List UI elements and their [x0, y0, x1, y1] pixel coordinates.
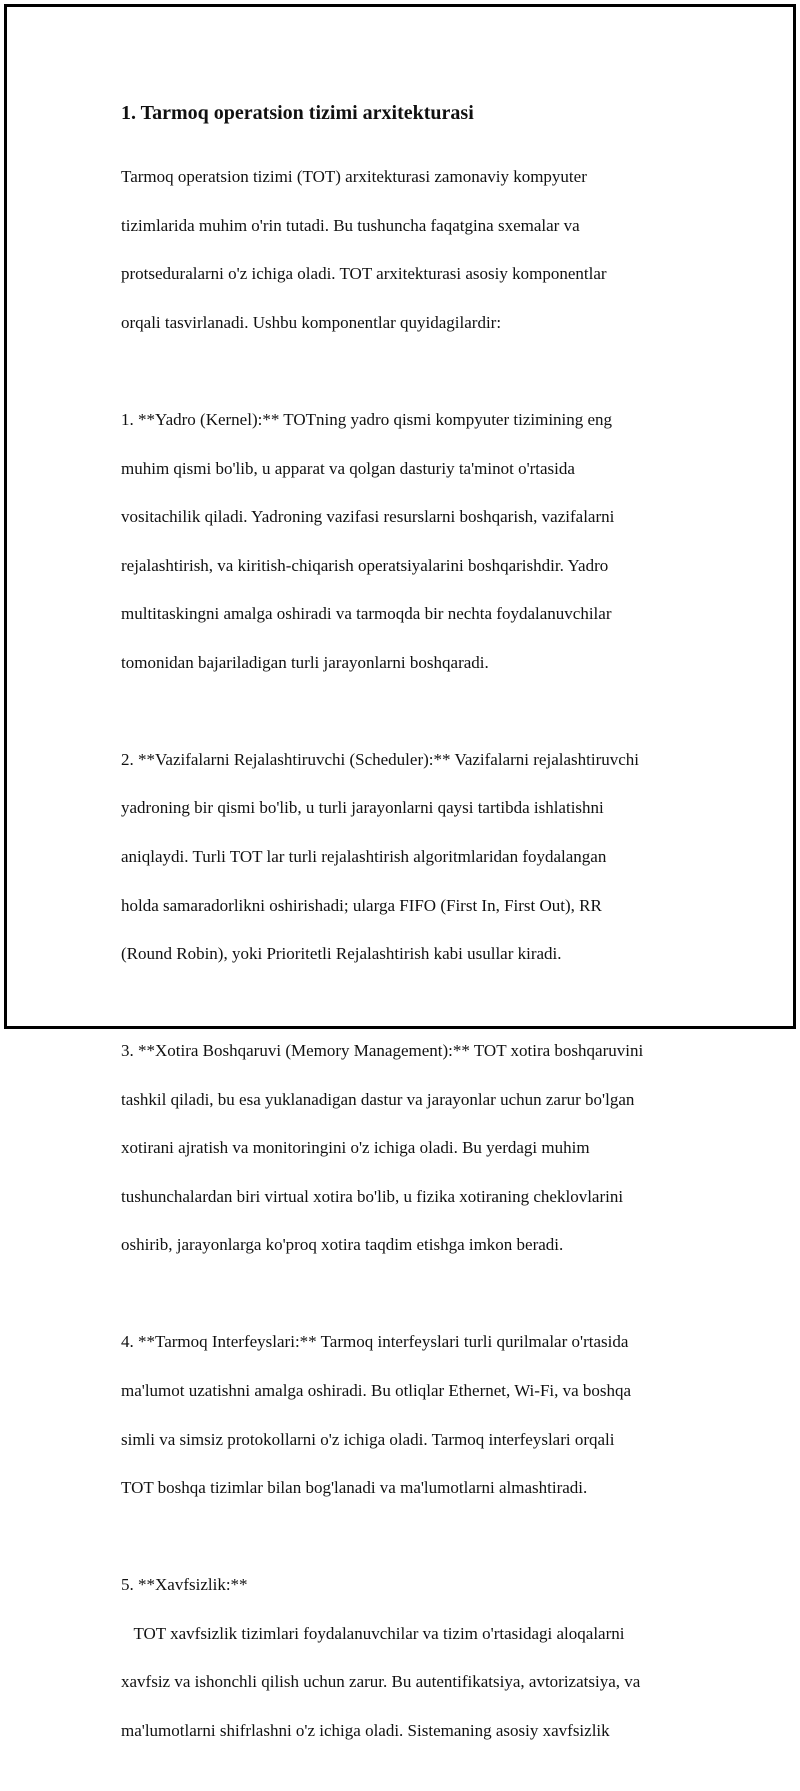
text-line: 2. **Vazifalarni Rejalashtiruvchi (Scheduler):** Vazifalarni rejalashtiruvchi	[121, 749, 639, 769]
text-line: TOT boshqa tizimlar bilan bog'lanadi va ma'lumotlarni almashtiradi.	[121, 1478, 588, 1498]
text-line: ma'lumot uzatishni amalga oshiradi. Bu otliqlar Ethernet, Wi-Fi, va boshqa	[121, 1380, 632, 1400]
text-line: Tarmoq operatsion tizimi (TOT) arxitekturasi zamonaviy kompyuter	[121, 167, 587, 187]
text-line: simli va simsiz protokollarni o'z ichiga oladi. Tarmoq interfeyslari orqali	[121, 1429, 615, 1449]
page-frame	[4, 4, 796, 1740]
text-line: aniqlaydi. Turli TOT lar turli rejalashtirish algoritmlaridan foydalangan	[121, 847, 607, 867]
text-line: holda samaradorlikni oshirishadi; ularga FIFO (First In, First Out), RR	[121, 895, 602, 915]
paragraph-scheduler	[121, 724, 711, 991]
text-line: tomonidan bajariladigan turli jarayonlarni boshqaradi.	[121, 652, 489, 672]
paragraph-kernel	[121, 384, 711, 700]
page-title: 1. Tarmoq operatsion tizimi arxitekturasi	[121, 102, 474, 124]
text-line: muhim qismi bo'lib, u apparat va qolgan dasturiy ta'minot o'rtasida	[121, 458, 575, 478]
text-line: 5. **Xavfsizlik:**	[121, 1575, 248, 1595]
text-line: 4. **Tarmoq Interfeyslari:** Tarmoq interfeyslari turli qurilmalar o'rtasida	[121, 1332, 629, 1352]
text-line: tushunchalardan biri virtual xotira bo'lib, u fizika xotiraning cheklovlarini	[121, 1186, 624, 1206]
text-line: 3. **Xotira Boshqaruvi (Memory Management):** TOT xotira boshqaruvini	[121, 1041, 644, 1061]
text-line: tizimlarida muhim o'rin tutadi. Bu tushuncha faqatgina sxemalar va	[121, 215, 580, 235]
paragraph-memory	[121, 1015, 711, 1282]
text-line: oshirib, jarayonlarga ko'proq xotira taqdim etishga imkon beradi.	[121, 1235, 564, 1255]
text-line: xavfsiz va ishonchli qilish uchun zarur. Bu autentifikatsiya, avtorizatsiya, va	[121, 1672, 641, 1692]
text-line: xotirani ajratish va monitoringini o'z ichiga oladi. Bu yerdagi muhim	[121, 1138, 590, 1158]
paragraph-network	[121, 1306, 711, 1525]
text-line: multitaskingni amalga oshiradi va tarmoqda bir nechta foydalanuvchilar	[121, 604, 612, 624]
text-line: tashkil qiladi, bu esa yuklanadigan dastur va jarayonlar uchun zarur bo'lgan	[121, 1089, 635, 1109]
text-line: rejalashtirish, va kiritish-chiqarish operatsiyalarini boshqarishdir. Yadro	[121, 555, 609, 575]
paragraph-security	[121, 1549, 711, 1768]
text-line: (Round Robin), yoki Prioritetli Rejalashtirish kabi usullar kiradi.	[121, 944, 562, 964]
text-line: vositachilik qiladi. Yadroning vazifasi resurslarni boshqarish, vazifalarni	[121, 507, 615, 527]
text-line: orqali tasvirlanadi. Ushbu komponentlar quyidagilardir:	[121, 313, 502, 333]
text-line: yadroning bir qismi bo'lib, u turli jarayonlarni qaysi tartibda ishlatishni	[121, 798, 604, 818]
text-line: 1. **Yadro (Kernel):** TOTning yadro qismi kompyuter tizimining eng	[121, 409, 613, 429]
text-line: ma'lumotlarni shifrlashni o'z ichiga oladi. Sistemaning asosiy xavfsizlik	[121, 1720, 610, 1740]
text-line: TOT xavfsizlik tizimlari foydalanuvchilar va tizim o'rtasidagi aloqalarni	[121, 1623, 625, 1643]
paragraph-intro	[121, 141, 711, 360]
text-line: protseduralarni o'z ichiga oladi. TOT arxitekturasi asosiy komponentlar	[121, 264, 607, 284]
document-body	[121, 99, 711, 1791]
